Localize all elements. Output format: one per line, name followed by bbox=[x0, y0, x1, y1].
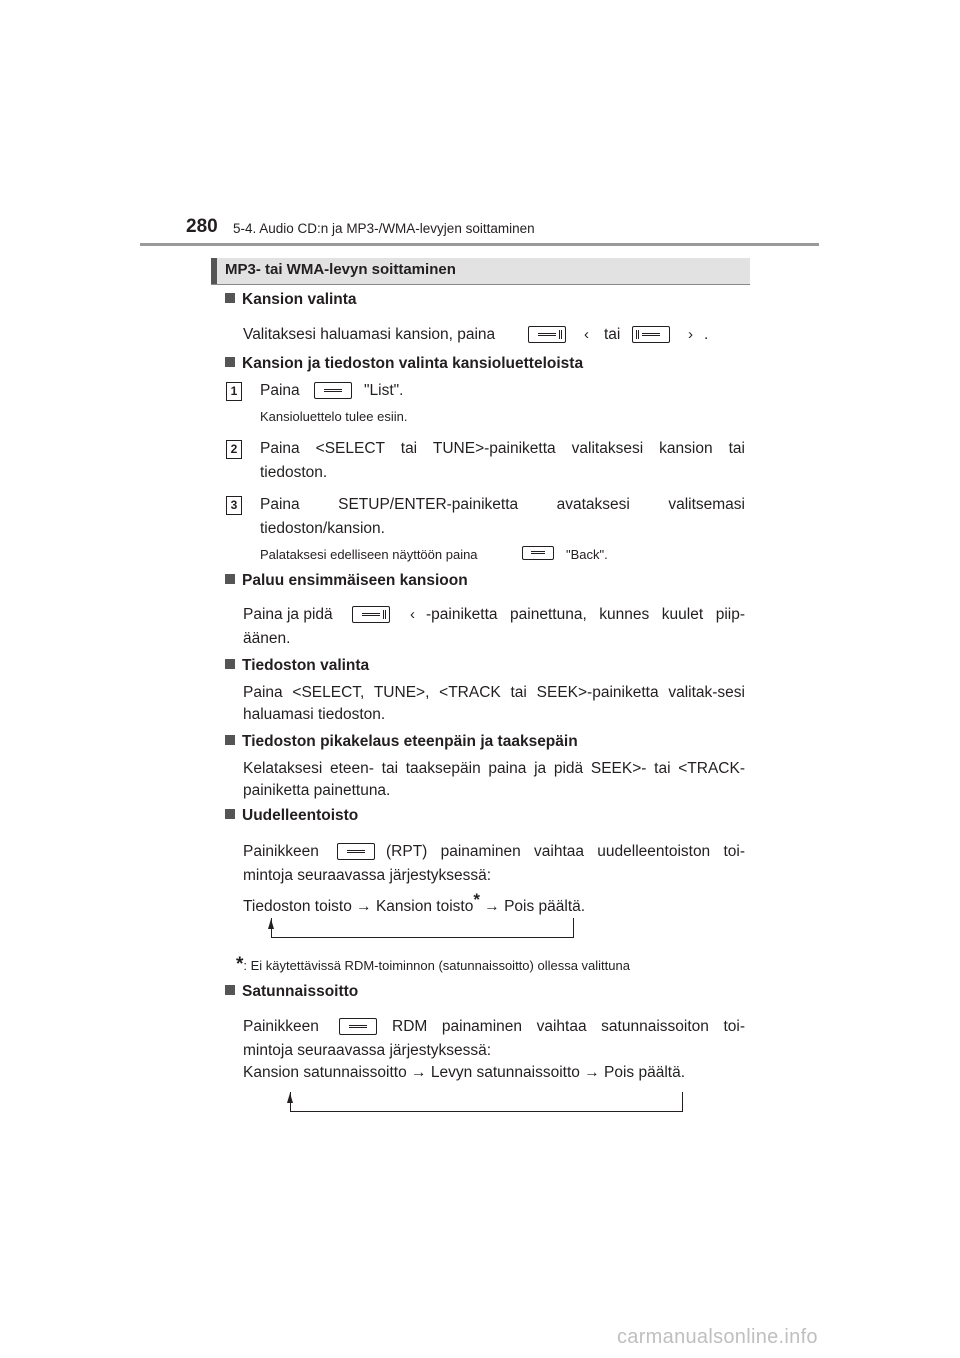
repeat-cycle-loop bbox=[271, 918, 574, 938]
random-text-c: mintoja seuraavassa järjestyksessä: bbox=[243, 1042, 492, 1059]
heading-first-folder: Paluu ensimmäiseen kansioon bbox=[225, 572, 468, 590]
square-bullet-icon bbox=[225, 735, 235, 745]
heading-random: Satunnaissoitto bbox=[225, 983, 358, 1001]
repeat-text-b: (RPT) painaminen vaihtaa uudelleentoiston toi- bbox=[386, 843, 745, 860]
square-bullet-icon bbox=[225, 574, 235, 584]
square-bullet-icon bbox=[225, 293, 235, 303]
step-number-1: 1 bbox=[226, 382, 242, 401]
chevron-right-icon: › bbox=[688, 326, 693, 343]
preset-button-icon bbox=[522, 546, 554, 560]
section-title-bar bbox=[211, 258, 750, 285]
heading-folder-list: Kansion ja tiedoston valinta kansioluetteloista bbox=[225, 355, 583, 373]
chevron-left-icon: ‹ bbox=[584, 326, 589, 343]
file-select-text: Paina <SELECT, TUNE>, <TRACK tai SEEK>-painiketta valitak-sesi haluamasi tiedoston. bbox=[243, 684, 745, 723]
heading-fast-forward: Tiedoston pikakelaus eteenpäin ja taaksepäin bbox=[225, 733, 578, 751]
chevron-left-icon: ‹ bbox=[410, 606, 415, 623]
step-1-note: Kansioluettelo tulee esiin. bbox=[260, 409, 408, 424]
square-bullet-icon bbox=[225, 985, 235, 995]
step-1-text-b: "List". bbox=[364, 382, 404, 399]
heading-file-select: Tiedoston valinta bbox=[225, 657, 369, 675]
random-text-b: RDM painaminen vaihtaa satunnaissoiton toi- bbox=[392, 1018, 745, 1035]
footnote: *: Ei käytettävissä RDM-toiminnon (satunnaissoitto) ollessa valittuna bbox=[236, 954, 630, 975]
first-folder-text-c: äänen. bbox=[243, 630, 291, 647]
square-bullet-icon bbox=[225, 659, 235, 669]
watermark: carmanualsonline.info bbox=[617, 1326, 818, 1348]
preset-button-icon bbox=[352, 606, 390, 623]
preset-button-icon bbox=[314, 382, 352, 399]
section-title: MP3- tai WMA-levyn soittaminen bbox=[225, 261, 456, 278]
header-divider bbox=[140, 243, 819, 246]
rpt-button-icon bbox=[337, 843, 375, 860]
page-number: 280 bbox=[186, 216, 218, 237]
step-number-3: 3 bbox=[226, 496, 242, 515]
repeat-text-c: mintoja seuraavassa järjestyksessä: bbox=[243, 867, 492, 884]
fast-forward-text: Kelataksesi eteen- tai taaksepäin paina ja pidä SEEK>- tai <TRACK-painiketta painettuna. bbox=[243, 760, 745, 799]
step-number-2: 2 bbox=[226, 440, 242, 459]
preset-button-icon bbox=[632, 326, 670, 343]
random-text-a: Painikkeen bbox=[243, 1018, 319, 1035]
random-cycle-loop bbox=[290, 1092, 683, 1112]
step-1-text-a: Paina bbox=[260, 382, 300, 399]
step-2-text: Paina <SELECT tai TUNE>-painiketta valitaksesi kansion tai tiedoston. bbox=[260, 440, 745, 481]
preset-button-icon bbox=[528, 326, 566, 343]
folder-select-text-c: . bbox=[704, 326, 709, 343]
first-folder-text-a: Paina ja pidä bbox=[243, 606, 333, 623]
section-accent bbox=[211, 258, 217, 284]
step-3-text: Paina SETUP/ENTER-painiketta avataksesi valitsemasi tiedoston/kansion. bbox=[260, 496, 745, 537]
square-bullet-icon bbox=[225, 357, 235, 367]
heading-folder-select: Kansion valinta bbox=[225, 291, 357, 309]
folder-select-text-a: Valitaksesi haluamasi kansion, paina bbox=[243, 326, 496, 343]
square-bullet-icon bbox=[225, 809, 235, 819]
rdm-button-icon bbox=[339, 1018, 377, 1035]
folder-select-text-b: tai bbox=[604, 326, 621, 343]
first-folder-text-b: -painiketta painettuna, kunnes kuulet piip- bbox=[426, 606, 745, 623]
random-cycle: Kansion satunnaissoitto → Levyn satunnaissoitto → Pois päältä. bbox=[243, 1064, 686, 1081]
repeat-cycle: Tiedoston toisto → Kansion toisto* → Pois päältä. bbox=[243, 890, 586, 916]
step-3-note-b: "Back". bbox=[566, 547, 608, 562]
step-3-note-a: Palataksesi edelliseen näyttöön paina bbox=[260, 547, 478, 562]
heading-repeat: Uudelleentoisto bbox=[225, 807, 358, 825]
repeat-text-a: Painikkeen bbox=[243, 843, 319, 860]
chapter-title: 5-4. Audio CD:n ja MP3-/WMA-levyjen soittaminen bbox=[233, 221, 535, 236]
